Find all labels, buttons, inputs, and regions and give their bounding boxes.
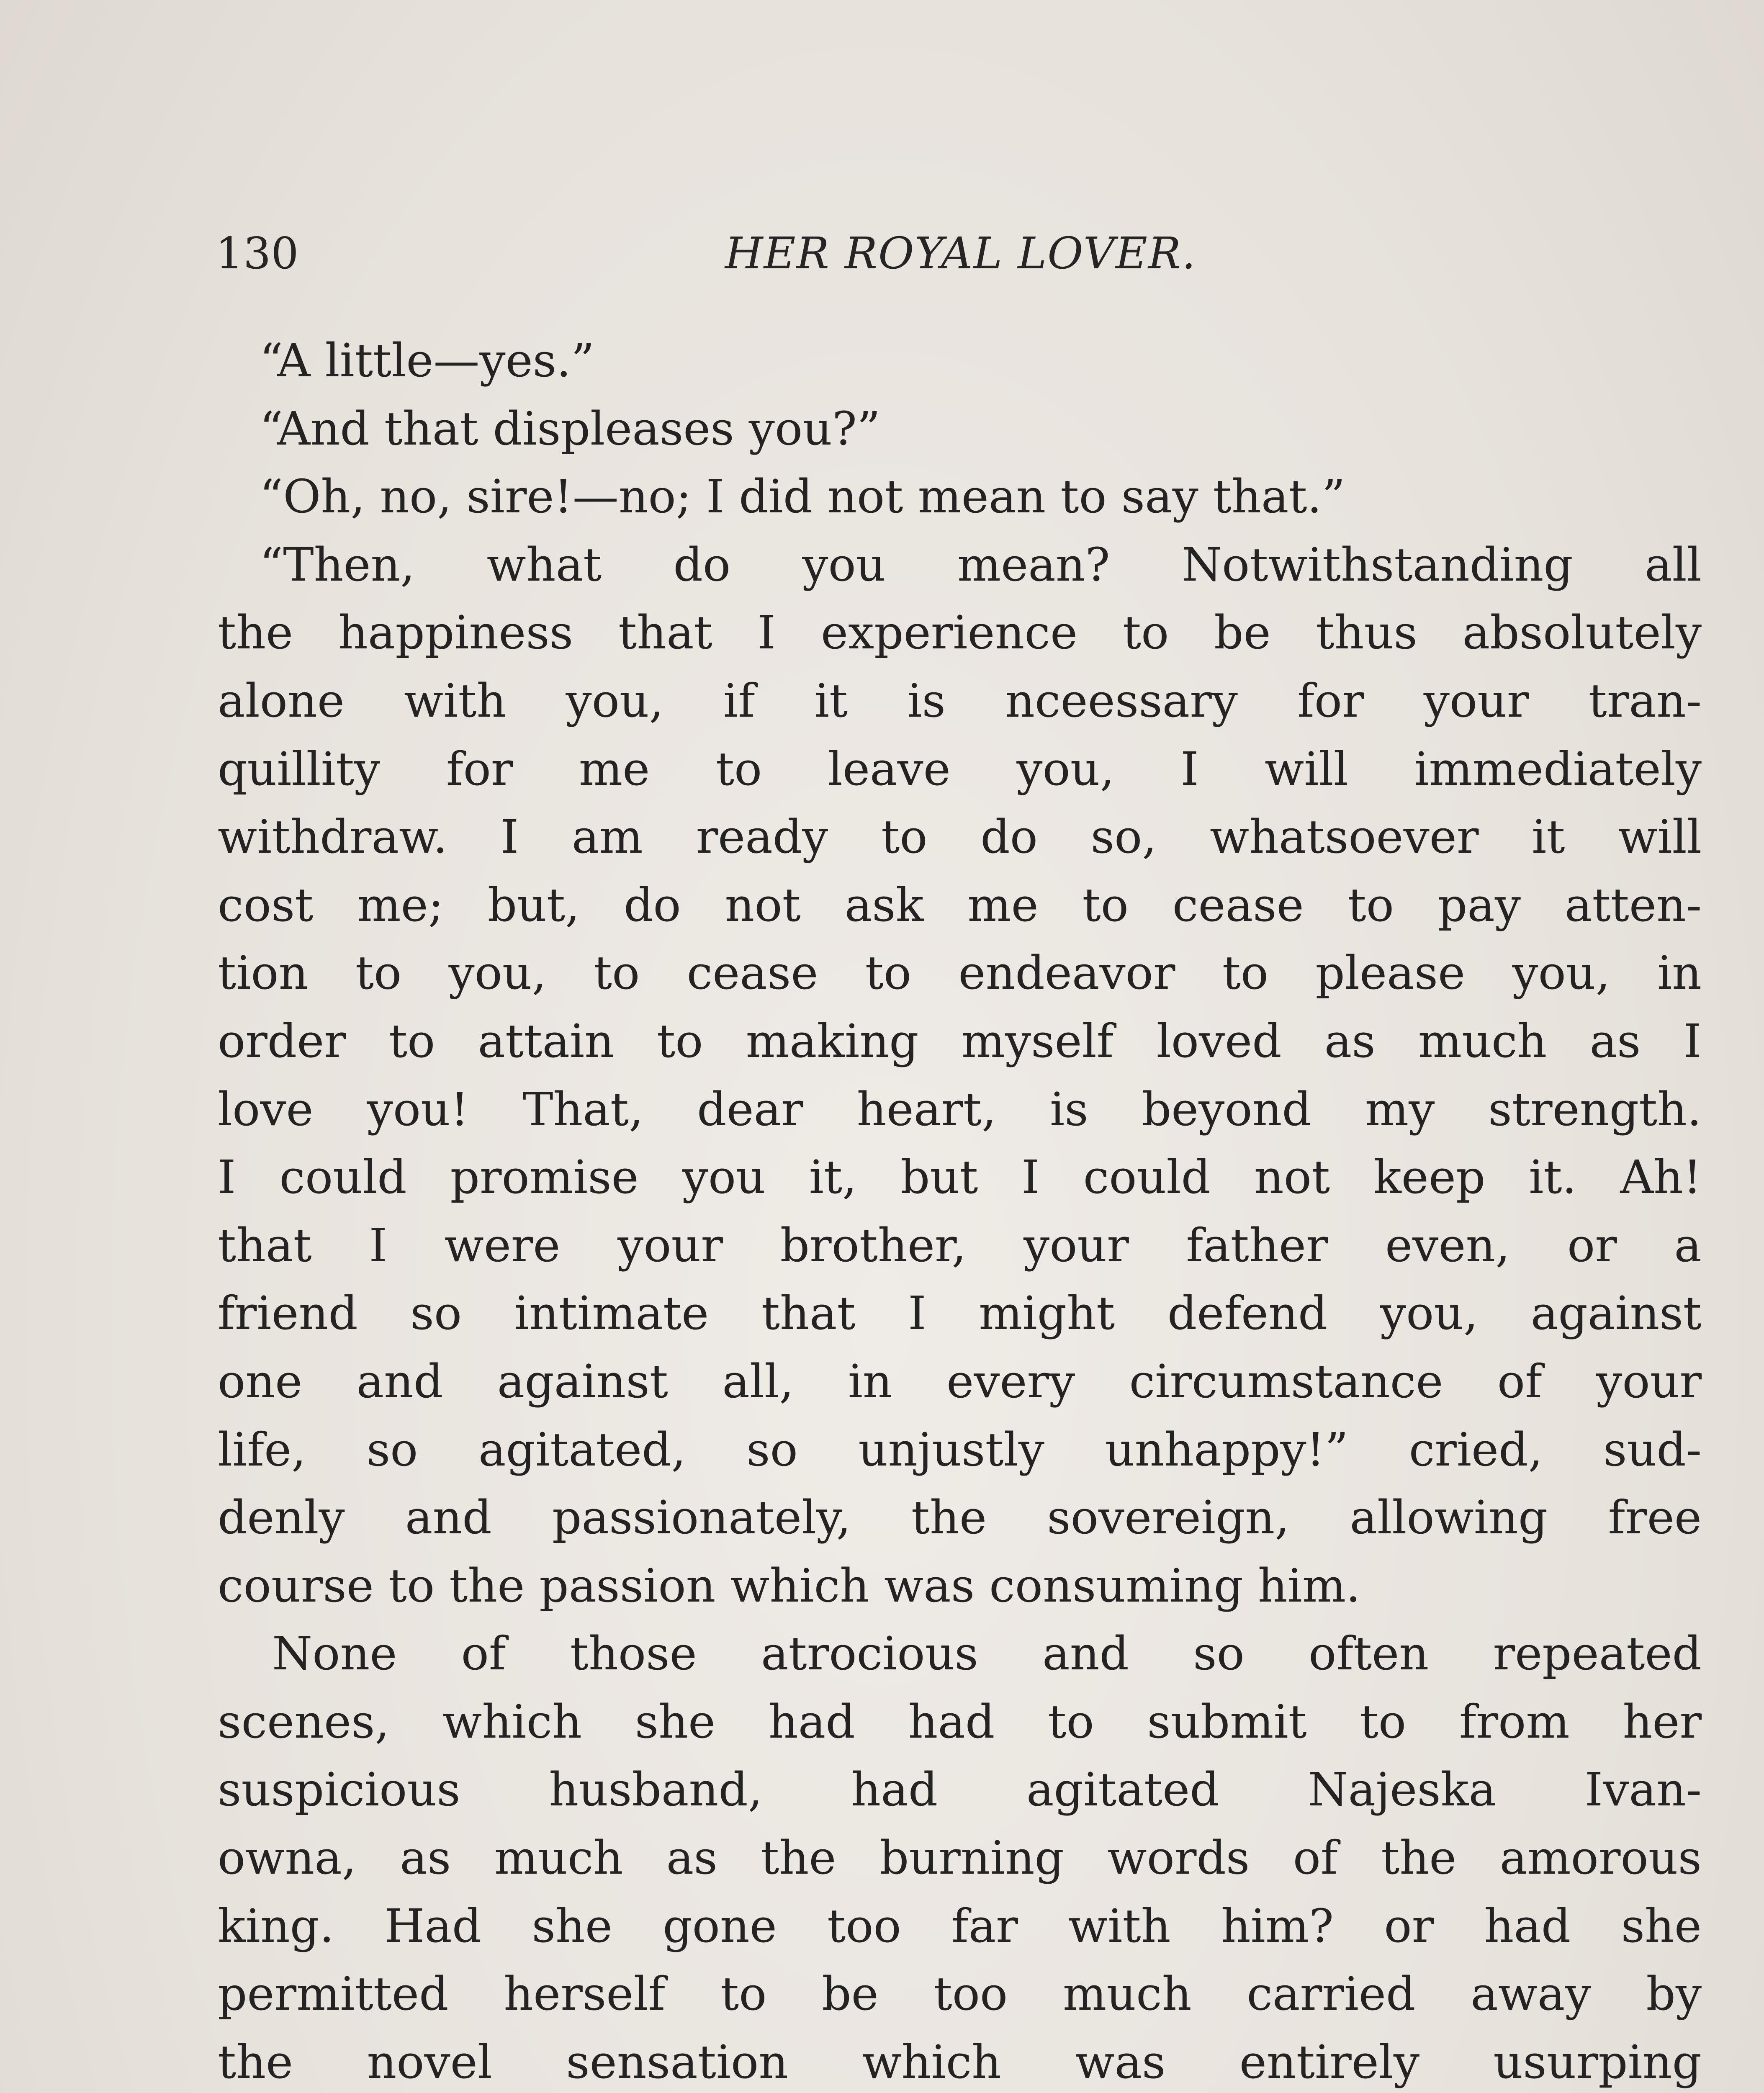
text-line: scenes, which she had had to submit to from her — [218, 1694, 1702, 1748]
text-line: permitted herself to be too much carried away by — [218, 1967, 1702, 2021]
text-line: “Oh, no, sire!—no; I did not mean to say that.” — [260, 470, 1345, 524]
text-line: I could promise you it, but I could not keep it. Ah! — [218, 1150, 1702, 1204]
text-line: quillity for me to leave you, I will immediately — [218, 742, 1702, 796]
text-line: love you! That, dear heart, is beyond my strength. — [218, 1082, 1702, 1136]
page-header — [216, 222, 1706, 285]
text-line: denly and passionately, the sovereign, allowing free — [218, 1491, 1702, 1545]
text-line: “Then, what do you mean? Notwithstanding all — [260, 537, 1702, 591]
running-title: HER ROYAL LOVER. — [725, 228, 1197, 279]
text-line: friend so intimate that I might defend you, against — [218, 1286, 1702, 1340]
text-line: cost me; but, do not ask me to cease to pay atten- — [218, 878, 1702, 932]
text-line: the novel sensation which was entirely usurping — [218, 2035, 1702, 2089]
text-line: withdraw. I am ready to do so, whatsoever it will — [218, 810, 1702, 864]
text-line: the happiness that I experience to be thus absolutely — [218, 606, 1702, 660]
text-line: life, so agitated, so unjustly unhappy!” cried, sud- — [218, 1422, 1702, 1476]
text-line: suspicious husband, had agitated Najeska Ivan- — [218, 1763, 1702, 1817]
text-line: order to attain to making myself loved as much as I — [218, 1014, 1702, 1068]
text-line: tion to you, to cease to endeavor to please you, in — [218, 946, 1702, 1000]
text-line: king. Had she gone too far with him? or had she — [218, 1899, 1702, 1953]
text-line: one and against all, in every circumstance of your — [218, 1354, 1702, 1408]
text-line: course to the passion which was consuming him. — [218, 1558, 1361, 1612]
text-line: that I were your brother, your father even, or a — [218, 1218, 1702, 1272]
text-line: None of those atrocious and so often repeated — [272, 1627, 1702, 1681]
text-line: “And that displeases you?” — [260, 401, 881, 455]
body-text — [218, 327, 1702, 2093]
text-line: “A little—yes.” — [260, 334, 595, 387]
text-line: owna, as much as the burning words of the amorous — [218, 1831, 1702, 1885]
page-number: 130 — [216, 228, 299, 279]
text-line: alone with you, if it is nceessary for your tran- — [218, 674, 1702, 728]
